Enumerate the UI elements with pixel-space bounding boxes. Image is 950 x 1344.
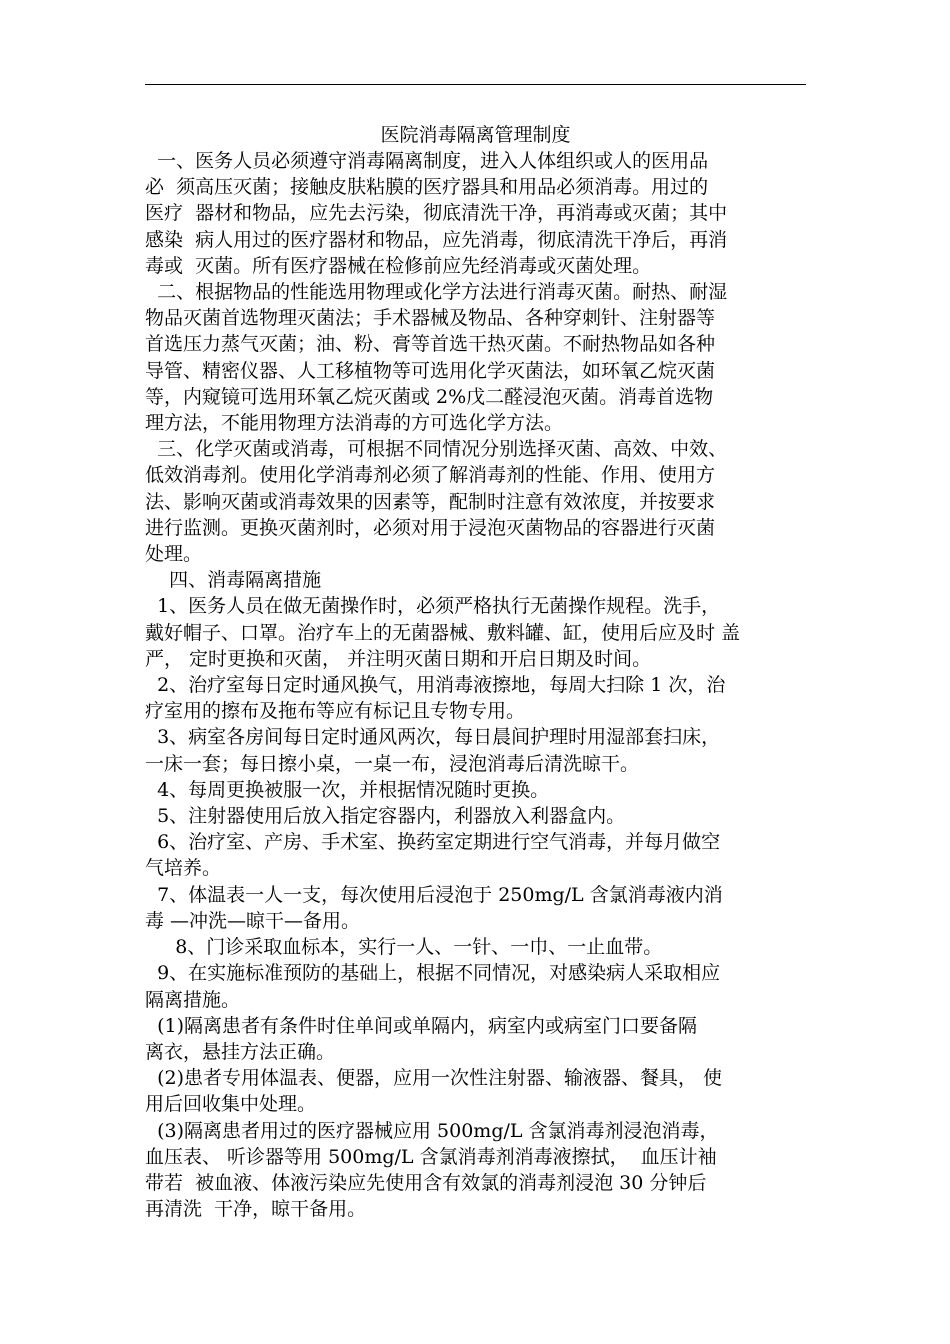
text-line: 二、根据物品的性能选用物理或化学方法进行消毒灭菌。耐热、耐湿 <box>145 281 728 304</box>
paragraph <box>145 829 809 881</box>
paragraph <box>145 960 809 1012</box>
text-line: 一、医务人员必须遵守消毒隔离制度，进入人体组织或人的医用品 <box>145 150 709 172</box>
text-line: 7、体温表一人一支，每次使用后浸泡于 250mg/L 含氯消毒液内消 <box>145 883 723 906</box>
text-line: 四、消毒隔离措施 <box>145 569 322 592</box>
text-line: (2)患者专用体温表、便器，应用一次性注射器、输液器、餐具， 使 <box>145 1067 723 1090</box>
text-line: 疗室用的擦布及拖布等应有标记且专物专用。 <box>145 700 526 723</box>
header-rule <box>145 84 806 85</box>
text-line: 低效消毒剂。使用化学消毒剂必须了解消毒剂的性能、作用、使用方 <box>145 464 716 487</box>
paragraph <box>145 593 809 672</box>
paragraph <box>145 1118 809 1223</box>
document-title: 医院消毒隔离管理制度 <box>380 124 571 146</box>
paragraph <box>145 803 809 829</box>
text-line: 医疗 器材和物品，应先去污染，彻底清洗干净，再消毒或灭菌；其中 <box>145 202 728 225</box>
paragraph <box>145 436 809 567</box>
text-line: 三、化学灭菌或消毒，可根据不同情况分别选择灭菌、高效、中效、 <box>145 438 728 461</box>
paragraph <box>145 724 809 776</box>
text-line: 物品灭菌首选物理灭菌法；手术器械及物品、各种穿刺针、注射器等 <box>145 307 716 330</box>
text-line: 再清洗 干净，晾干备用。 <box>145 1198 367 1221</box>
document-body <box>145 148 809 1222</box>
text-line: 3、病室各房间每日定时通风两次，每日晨间护理时用湿部套扫床， <box>145 726 721 749</box>
paragraph <box>145 279 809 436</box>
text-line: 离衣，悬挂方法正确。 <box>145 1040 336 1063</box>
text-line: 毒 —冲洗—晾干—备用。 <box>145 909 361 932</box>
paragraph <box>145 672 809 724</box>
text-line: 毒或 灭菌。所有医疗器械在检修前应先经消毒或灭菌处理。 <box>145 254 652 277</box>
text-line: 处理。 <box>145 543 203 566</box>
text-line: (3)隔离患者用过的医疗器械应用 500mg/L 含氯消毒剂浸泡消毒， <box>145 1119 719 1142</box>
paragraph <box>145 1013 809 1065</box>
paragraph <box>145 1065 809 1117</box>
text-line: 2、治疗室每日定时通风换气，用消毒液擦地，每周大扫除 1 次，治 <box>145 674 726 697</box>
text-line: 气培养。 <box>145 857 222 880</box>
text-line: 戴好帽子、口罩。治疗车上的无菌器械、敷料罐、缸，使用后应及时 盖 <box>145 621 741 644</box>
text-line: 带若 被血液、体液污染应先使用含有效氯的消毒剂浸泡 30 分钟后 <box>145 1171 707 1194</box>
paragraph <box>145 934 809 960</box>
text-line: (1)隔离患者有条件时住单间或单隔内，病室内或病室门口要备隔 <box>145 1014 697 1037</box>
text-line: 进行监测。更换灭菌剂时，必须对用于浸泡灭菌物品的容器进行灭菌 <box>145 516 716 539</box>
text-line: 等，内窥镜可选用环氧乙烷灭菌或 2%戊二醛浸泡灭菌。消毒首选物 <box>145 385 714 408</box>
paragraph <box>145 567 809 593</box>
text-line: 5、注射器使用后放入指定容器内，利器放入利器盒内。 <box>145 805 626 828</box>
text-line: 理方法，不能用物理方法消毒的方可选化学方法。 <box>145 412 564 435</box>
text-line: 4、每周更换被服一次，并根据情况随时更换。 <box>145 778 550 801</box>
text-line: 9、在实施标准预防的基础上，根据不同情况，对感染病人采取相应 <box>145 962 721 985</box>
text-line: 首选压力蒸气灭菌；油、粉、膏等首选干热灭菌。不耐热物品如各种 <box>145 333 716 356</box>
text-line: 一床一套；每日擦小桌，一桌一布，浸泡消毒后清洗晾干。 <box>145 752 640 775</box>
text-line: 血压表、 听诊器等用 500mg/L 含氯消毒剂消毒液擦拭， 血压计袖 <box>145 1145 717 1168</box>
paragraph <box>145 777 809 803</box>
text-line: 严， 定时更换和灭菌， 并注明灭菌日期和开启日期及时间。 <box>145 647 652 670</box>
text-line: 感染 病人用过的医疗器材和物品，应先消毒，彻底清洗干净后，再消 <box>145 228 728 251</box>
paragraph <box>145 148 809 279</box>
text-line: 导管、精密仪器、人工移植物等可选用化学灭菌法，如环氧乙烷灭菌 <box>145 359 716 382</box>
paragraph <box>145 882 809 934</box>
text-line: 8、门诊采取血标本，实行一人、一针、一巾、一止血带。 <box>145 936 663 959</box>
text-line: 6、治疗室、产房、手术室、换药室定期进行空气消毒，并每月做空 <box>145 831 721 854</box>
text-line: 隔离措施。 <box>145 988 241 1011</box>
text-line: 用后回收集中处理。 <box>145 1093 317 1116</box>
text-line: 法、影响灭菌或消毒效果的因素等，配制时注意有效浓度，并按要求 <box>145 490 716 513</box>
text-line: 必 须高压灭菌；接触皮肤粘膜的医疗器具和用品必须消毒。用过的 <box>145 176 709 199</box>
text-line: 1、医务人员在做无菌操作时，必须严格执行无菌操作规程。洗手， <box>145 595 721 618</box>
